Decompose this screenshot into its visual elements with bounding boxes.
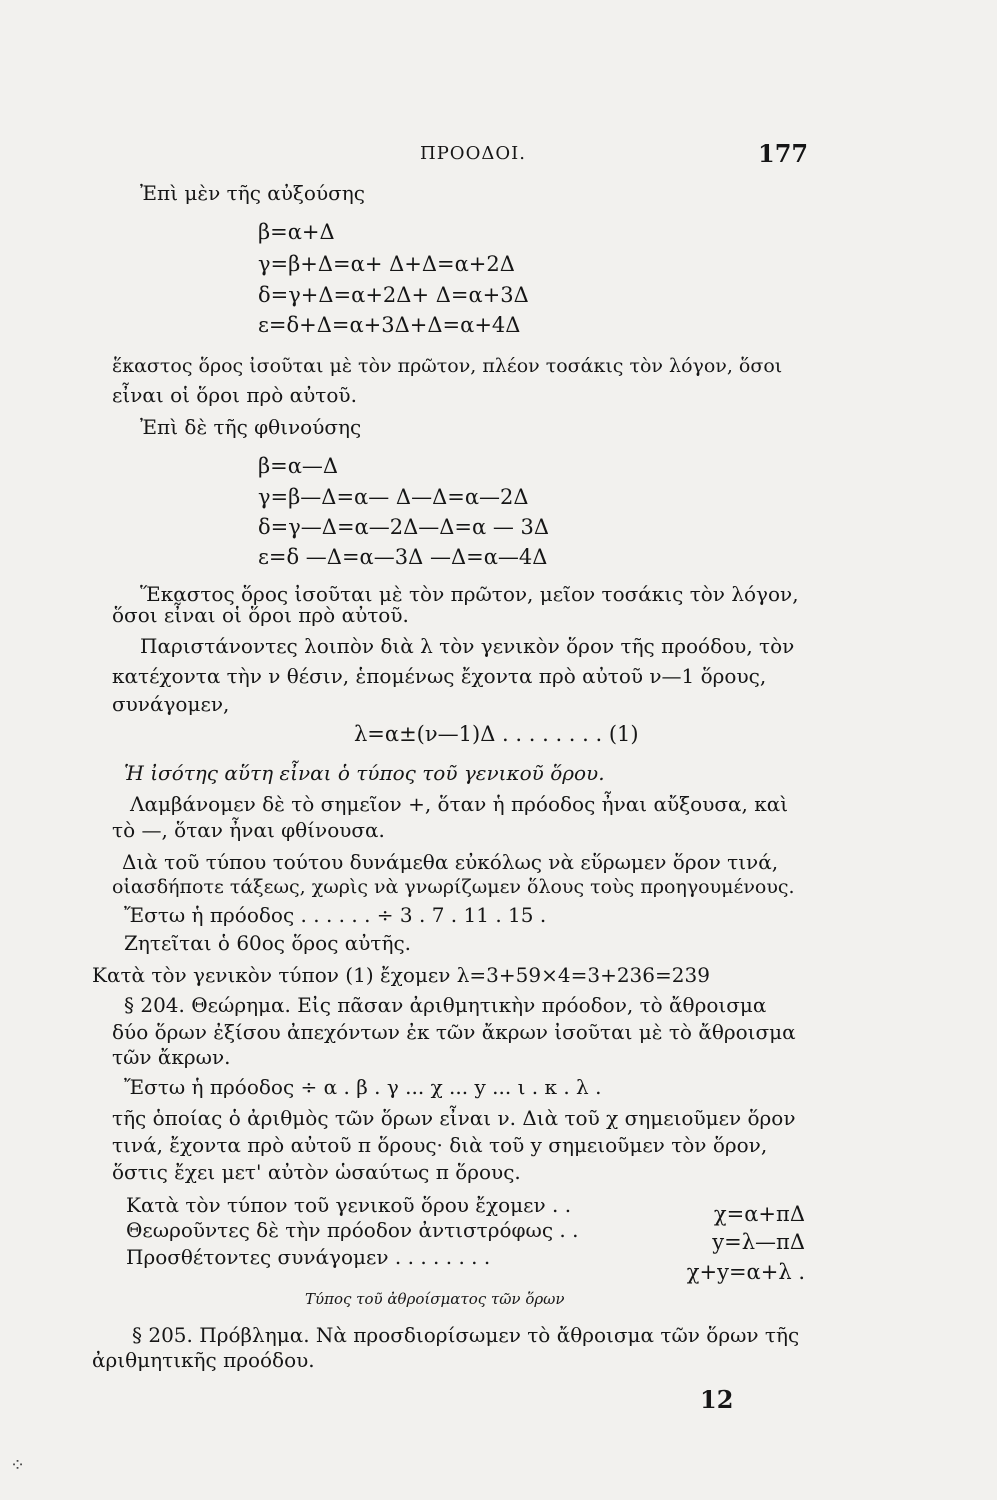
equation-line: γ=β—Δ=α— Δ—Δ=α—2Δ: [258, 485, 529, 509]
general-term-formula: λ=α±(ν—1)Δ . . . . . . . . (1): [354, 722, 639, 746]
paragraph-line: ὅστις ἔχει μετ' αὐτὸν ὡσαύτως π ὅρους.: [112, 1160, 521, 1184]
equation-line: ε=δ+Δ=α+3Δ+Δ=α+4Δ: [258, 313, 521, 337]
paragraph-line: συνάγομεν,: [112, 692, 230, 716]
decreasing-rule-line: ὅσοι εἶναι οἱ ὅροι πρὸ αὐτοῦ.: [112, 603, 409, 627]
signature-mark: 12: [700, 1385, 734, 1414]
proof-step-text: Προσθέτοντες συνάγομεν . . . . . . . .: [126, 1245, 491, 1269]
proof-step-text: Κατὰ τὸν τύπον τοῦ γενικοῦ ὅρου ἔχομεν . .: [126, 1193, 572, 1217]
decreasing-intro: Ἐπὶ δὲ τῆς φθινούσης: [140, 415, 362, 439]
paragraph-line: κατέχοντα τὴν ν θέσιν, ἑπομένως ἔχοντα πρὸ αὐτοῦ ν—1 ὅρους,: [112, 664, 767, 688]
proof-step-text: Θεωροῦντες δὲ τὴν πρόοδον ἀντιστρόφως . .: [126, 1218, 579, 1242]
equation-line: ε=δ —Δ=α—3Δ —Δ=α—4Δ: [258, 545, 548, 569]
paragraph-line: δύο ὅρων ἐξίσου ἀπεχόντων ἐκ τῶν ἄκρων ἰσοῦται μὲ τὸ ἄθροισμα: [112, 1020, 796, 1044]
example-given: Ἔστω ἡ πρόοδος . . . . . . ÷ 3 . 7 . 11 . 15 .: [124, 903, 547, 927]
paragraph-line: τῆς ὁποίας ὁ ἀριθμὸς τῶν ὅρων εἶναι ν. Διὰ τοῦ χ σημειοῦμεν ὅρον: [112, 1106, 796, 1130]
paragraph-line: Διὰ τοῦ τύπου τούτου δυνάμεθα εὐκόλως νὰ εὕρωμεν ὅρον τινά,: [122, 850, 779, 874]
equation-line: β=α—Δ: [258, 454, 339, 478]
equation-line: β=α+Δ: [258, 220, 335, 244]
formula-caption: Τύπος τοῦ ἀθροίσματος τῶν ὅρων: [305, 1290, 565, 1308]
theorem-given: Ἔστω ἡ πρόοδος ÷ α . β . γ ... χ ... y ... ι . κ . λ .: [124, 1075, 602, 1099]
equation-line: δ=γ—Δ=α—2Δ—Δ=α — 3Δ: [258, 515, 550, 539]
proof-step-formula: χ+y=α+λ .: [686, 1260, 805, 1284]
proof-step-formula: χ=α+πΔ: [713, 1202, 805, 1226]
paragraph-line: Παριστάνοντες λοιπὸν διὰ λ τὸν γενικὸν ὅρον τῆς προόδου, τὸν: [140, 634, 795, 658]
decreasing-rule-line: Ἕκαστος ὅρος ἰσοῦται μὲ τὸν πρῶτον, μεῖον τοσάκις τὸν λόγον,: [140, 582, 799, 606]
increasing-rule-line: ἕκαστος ὅρος ἰσοῦται μὲ τὸν πρῶτον, πλέον τοσάκις τὸν λόγον, ὅσοι: [112, 355, 783, 377]
paragraph-line: τὸ —, ὅταν ἦναι φθίνουσα.: [112, 818, 385, 842]
example-result: Κατὰ τὸν γενικὸν τύπον (1) ἔχομεν λ=3+59×4=3+236=239: [92, 963, 710, 987]
increasing-rule-line: εἶναι οἱ ὅροι πρὸ αὐτοῦ.: [112, 383, 357, 407]
increasing-intro: Ἐπὶ μὲν τῆς αὐξούσης: [140, 181, 365, 205]
equation-line: δ=γ+Δ=α+2Δ+ Δ=α+3Δ: [258, 283, 529, 307]
edge-mark: ⁘: [10, 1455, 26, 1476]
general-term-identity: Ἡ ἰσότης αὕτη εἶναι ὁ τύπος τοῦ γενικοῦ ὅρου.: [124, 761, 605, 785]
paragraph-line: τῶν ἄκρων.: [112, 1045, 231, 1069]
paragraph-line: Λαμβάνομεν δὲ τὸ σημεῖον +, ὅταν ἡ πρόοδος ἦναι αὔξουσα, καὶ: [130, 792, 789, 816]
equation-line: γ=β+Δ=α+ Δ+Δ=α+2Δ: [258, 252, 515, 276]
page-header: [0, 139, 997, 173]
problem-heading: § 205. Πρόβλημα. Νὰ προσδιορίσωμεν τὸ ἄθροισμα τῶν ὅρων τῆς: [132, 1323, 800, 1347]
proof-step-formula: y=λ—πΔ: [712, 1230, 805, 1254]
theorem-heading: § 204. Θεώρημα. Εἰς πᾶσαν ἀριθμητικὴν πρόοδον, τὸ ἄθροισμα: [124, 993, 767, 1017]
paragraph-line: τινά, ἔχοντα πρὸ αὐτοῦ π ὅρους· διὰ τοῦ y σημειοῦμεν τὸν ὅρον,: [112, 1133, 768, 1157]
example-sought: Ζητεῖται ὁ 60ος ὅρος αὐτῆς.: [124, 931, 412, 955]
page-number: 177: [758, 139, 809, 168]
paragraph-line: οἱασδήποτε τάξεως, χωρὶς νὰ γνωρίζωμεν ὅλους τοὺς προηγουμένους.: [112, 876, 795, 898]
paragraph-line: ἀριθμητικῆς προόδου.: [92, 1348, 315, 1372]
running-title: ΠΡΟΟΔΟΙ.: [420, 143, 526, 164]
